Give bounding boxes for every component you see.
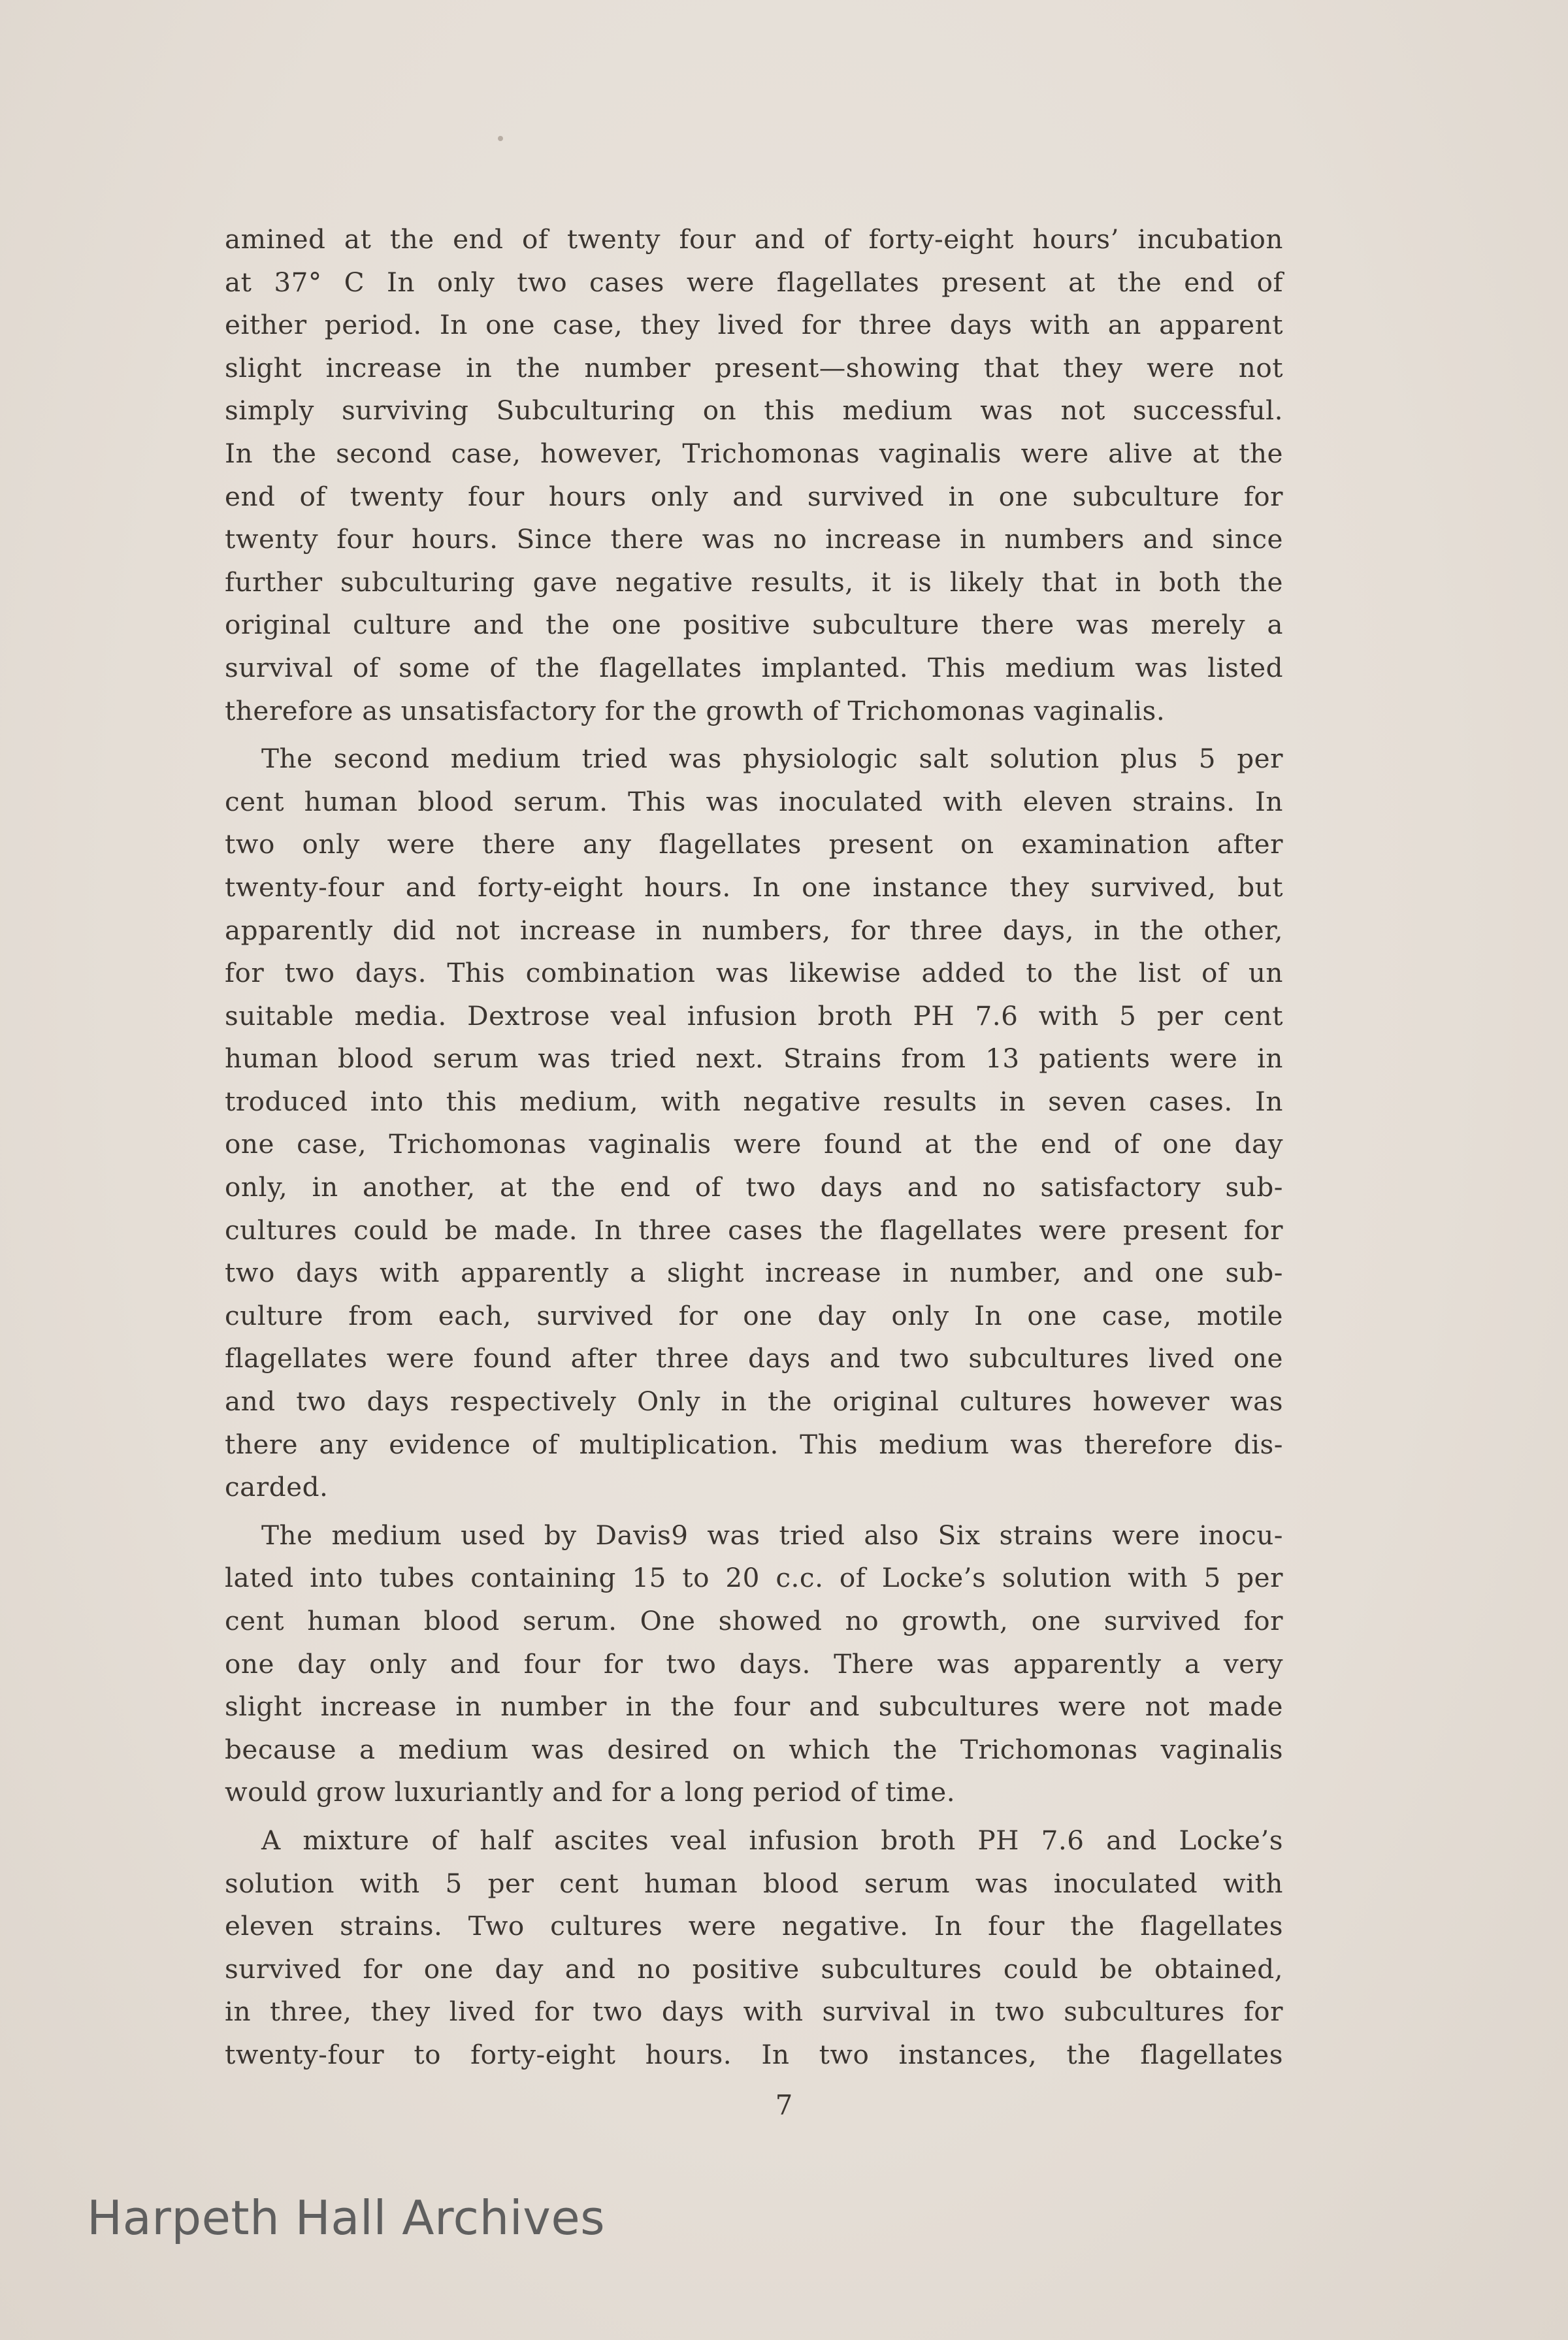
body-text (225, 218, 1283, 2082)
text-line: solution with 5 per cent human blood serum was inoculated with (225, 1867, 1283, 1899)
text-line: because a medium was desired on which the Trichomonas vaginalis (225, 1733, 1283, 1765)
text-line: simply surviving Subculturing on this medium was not successful. (225, 395, 1283, 427)
text-line: apparently did not increase in numbers, for three days, in the other, (225, 914, 1283, 946)
text-line: flagellates were found after three days and two subcultures lived one (225, 1342, 1283, 1374)
text-line: lated into tubes containing 15 to 20 c.c. of Locke’s solution with 5 per (225, 1562, 1283, 1594)
text-line: slight increase in the number present—showing that they were not (225, 351, 1283, 383)
text-line: and two days respectively Only in the original cultures however was (225, 1386, 1283, 1418)
text-line: cent human blood serum. This was inoculated with eleven strains. In (225, 785, 1283, 817)
text-line: would grow luxuriantly and for a long period of time. (225, 1776, 956, 1808)
text-line: in three, they lived for two days with survival in two subcultures for (225, 1996, 1283, 2028)
paragraph-2 (225, 738, 1283, 1509)
paragraph-1 (225, 218, 1283, 732)
text-line: eleven strains. Two cultures were negative. In four the flagellates (225, 1910, 1283, 1942)
paragraph-4 (225, 1819, 1283, 2077)
text-line: at 37° C In only two cases were flagellates present at the end of (225, 266, 1283, 298)
text-line: twenty-four to forty-eight hours. In two instances, the flagellates (225, 2038, 1283, 2070)
text-line: culture from each, survived for one day only In one case, motile (225, 1299, 1283, 1331)
text-line: two days with apparently a slight increase in number, and one sub- (225, 1257, 1283, 1289)
text-line: either period. In one case, they lived for three days with an apparent (225, 309, 1283, 341)
text-line: end of twenty four hours only and survived in one subculture for (225, 480, 1283, 512)
text-line: The second medium tried was physiologic salt solution plus 5 per (261, 743, 1283, 775)
text-line: there any evidence of multiplication. This medium was therefore dis- (225, 1428, 1283, 1460)
text-line: twenty-four and forty-eight hours. In one instance they survived, but (225, 871, 1283, 903)
text-line: suitable media. Dextrose veal infusion broth PH 7.6 with 5 per cent (225, 999, 1283, 1032)
archive-watermark: Harpeth Hall Archives (87, 2190, 606, 2245)
text-line: troduced into this medium, with negative results in seven cases. In (225, 1085, 1283, 1117)
text-line: only, in another, at the end of two days and no satisfactory sub- (225, 1171, 1283, 1203)
text-line: A mixture of half ascites veal infusion broth PH 7.6 and Locke’s (261, 1824, 1283, 1856)
page-number: 7 (775, 2089, 793, 2121)
text-line: survived for one day and no positive subcultures could be obtained, (225, 1953, 1283, 1985)
text-line: one case, Trichomonas vaginalis were found at the end of one day (225, 1128, 1283, 1160)
paper-speck (498, 136, 503, 141)
text-line: two only were there any flagellates present on examination after (225, 828, 1283, 860)
text-line: for two days. This combination was likewise added to the list of un (225, 957, 1283, 989)
text-line: one day only and four for two days. There was apparently a very (225, 1648, 1283, 1680)
text-line: In the second case, however, Trichomonas vaginalis were alive at the (225, 437, 1283, 469)
text-line: twenty four hours. Since there was no increase in numbers and since (225, 523, 1283, 555)
text-line: cent human blood serum. One showed no growth, one survived for (225, 1605, 1283, 1636)
text-line: amined at the end of twenty four and of forty-eight hours’ incubation (225, 223, 1283, 255)
text-line: survival of some of the flagellates implanted. This medium was listed (225, 651, 1283, 683)
text-line: cultures could be made. In three cases the flagellates were present for (225, 1214, 1283, 1246)
text-line: slight increase in number in the four and subcultures were not made (225, 1691, 1283, 1723)
paragraph-3 (225, 1514, 1283, 1814)
text-line: carded. (225, 1471, 329, 1503)
text-line: original culture and the one positive subculture there was merely a (225, 609, 1283, 641)
text-line: human blood serum was tried next. Strains from 13 patients were in (225, 1043, 1283, 1075)
text-line: therefore as unsatisfactory for the growth of Trichomonas vaginalis. (225, 694, 1166, 726)
text-line: further subculturing gave negative results, it is likely that in both the (225, 566, 1283, 598)
text-line: The medium used by Davis9 was tried also Six strains were inocu- (261, 1519, 1283, 1551)
